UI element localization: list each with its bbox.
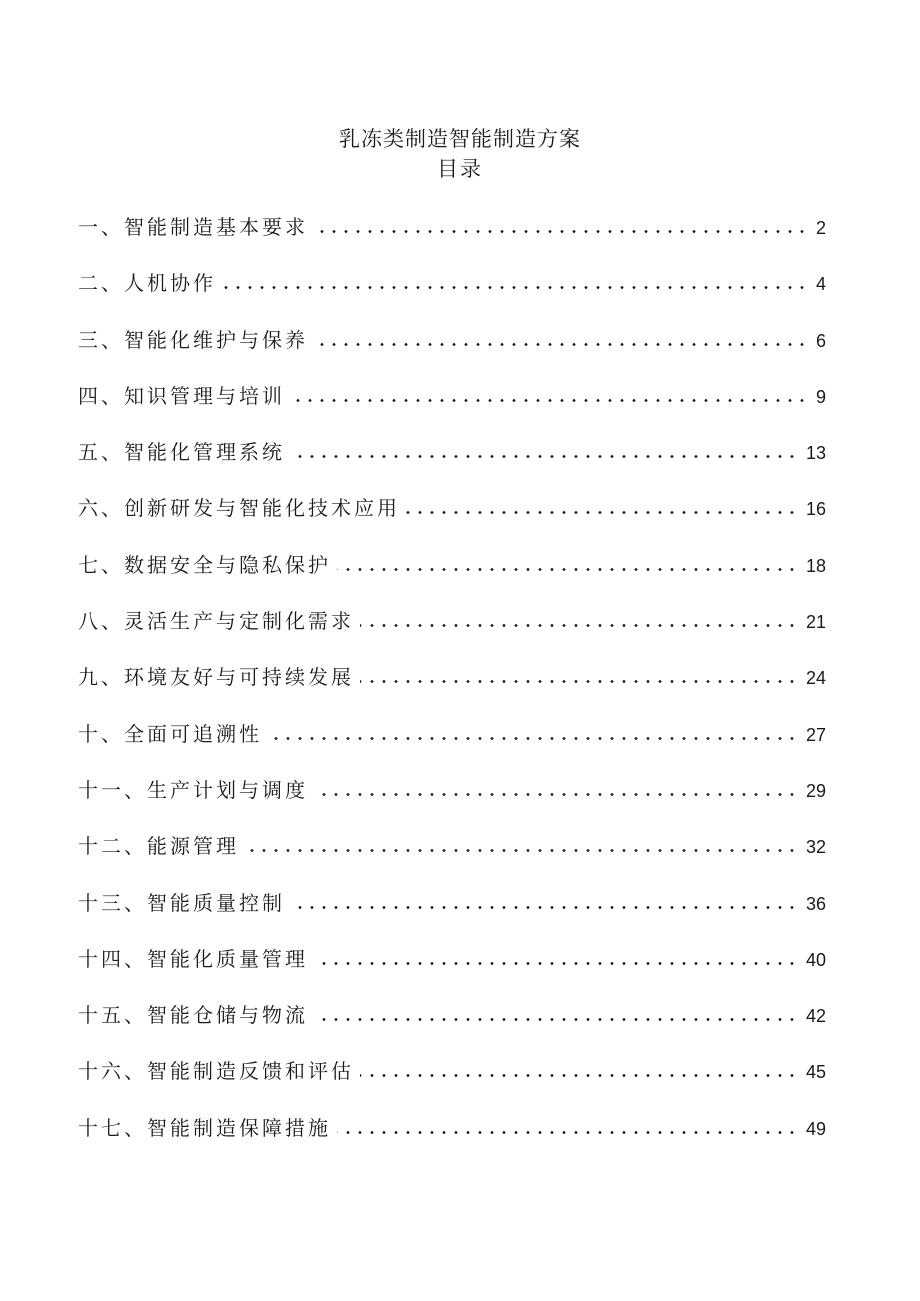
toc-entry[interactable]	[78, 829, 826, 885]
dot-leader	[337, 1131, 798, 1134]
dot-leader	[360, 1074, 798, 1077]
toc-entry-page-number: 36	[805, 893, 826, 914]
dot-leader	[406, 511, 798, 514]
toc-entry[interactable]	[78, 266, 826, 322]
toc-entry-label: 十三、智能质量控制	[78, 890, 285, 915]
dot-leader	[291, 906, 798, 909]
toc-entry-page-number: 29	[805, 780, 826, 801]
toc-entry[interactable]	[78, 604, 826, 660]
table-of-contents	[78, 210, 826, 1167]
toc-entry-label: 四、知识管理与培训	[78, 383, 285, 408]
document-title: 乳冻类制造智能制造方案	[339, 127, 581, 151]
toc-entry-label: 十二、能源管理	[78, 834, 239, 859]
dot-leader	[245, 849, 798, 852]
toc-entry-page-number: 18	[805, 555, 826, 576]
dot-leader	[360, 680, 798, 683]
toc-entry-page-number: 24	[805, 668, 826, 689]
toc-entry[interactable]	[78, 773, 826, 829]
toc-entry[interactable]	[78, 1054, 826, 1110]
dot-leader	[337, 568, 798, 571]
toc-entry-page-number: 6	[815, 330, 826, 351]
toc-entry-label: 十一、生产计划与调度	[78, 777, 308, 802]
dot-leader	[314, 1018, 798, 1021]
toc-entry-page-number: 40	[805, 949, 826, 970]
toc-entry-page-number: 13	[805, 443, 826, 464]
toc-entry-page-number: 2	[815, 218, 826, 238]
toc-entry[interactable]	[78, 942, 826, 998]
toc-entry-label: 八、灵活生产与定制化需求	[78, 609, 354, 634]
toc-entry-page-number: 4	[815, 274, 826, 295]
toc-entry-label: 十七、智能制造保障措施	[78, 1115, 331, 1140]
toc-entry-page-number: 21	[805, 612, 826, 633]
dot-leader	[291, 399, 808, 402]
toc-entry-label: 二、人机协作	[78, 271, 216, 296]
toc-entry-label: 五、智能化管理系统	[78, 440, 285, 465]
toc-entry[interactable]	[78, 548, 826, 604]
toc-entry-label: 七、数据安全与隐私保护	[78, 552, 331, 577]
toc-entry-label: 十五、智能仓储与物流	[78, 1003, 308, 1028]
toc-entry-page-number: 9	[815, 386, 826, 407]
toc-entry[interactable]	[78, 998, 826, 1054]
toc-heading: 目录	[437, 157, 483, 181]
dot-leader	[291, 455, 798, 458]
toc-entry-page-number: 16	[805, 499, 826, 520]
toc-entry-page-number: 42	[805, 1006, 826, 1027]
toc-entry-label: 十四、智能化质量管理	[78, 946, 308, 971]
dot-leader	[314, 230, 808, 233]
dot-leader	[268, 737, 798, 740]
toc-entry-label: 十、全面可追溯性	[78, 721, 262, 746]
toc-entry[interactable]	[78, 435, 826, 491]
toc-entry-label: 十六、智能制造反馈和评估	[78, 1059, 354, 1084]
dot-leader	[222, 286, 808, 289]
toc-entry-page-number: 49	[805, 1118, 826, 1139]
toc-entry[interactable]	[78, 379, 826, 435]
toc-entry-page-number: 45	[805, 1062, 826, 1083]
toc-entry[interactable]	[78, 717, 826, 773]
dot-leader	[314, 343, 808, 346]
toc-entry[interactable]	[78, 886, 826, 942]
toc-entry[interactable]	[78, 660, 826, 716]
toc-entry-label: 三、智能化维护与保养	[78, 327, 308, 352]
dot-leader	[314, 962, 798, 965]
toc-entry-page-number: 32	[805, 837, 826, 858]
dot-leader	[314, 793, 798, 796]
toc-entry-page-number: 27	[805, 724, 826, 745]
toc-entry[interactable]	[78, 323, 826, 379]
toc-entry[interactable]	[78, 210, 826, 266]
toc-entry-label: 六、创新研发与智能化技术应用	[78, 496, 400, 521]
toc-entry-label: 一、智能制造基本要求	[78, 215, 308, 239]
toc-entry[interactable]	[78, 1111, 826, 1167]
toc-entry[interactable]	[78, 491, 826, 547]
dot-leader	[360, 624, 798, 627]
toc-entry-label: 九、环境友好与可持续发展	[78, 665, 354, 690]
